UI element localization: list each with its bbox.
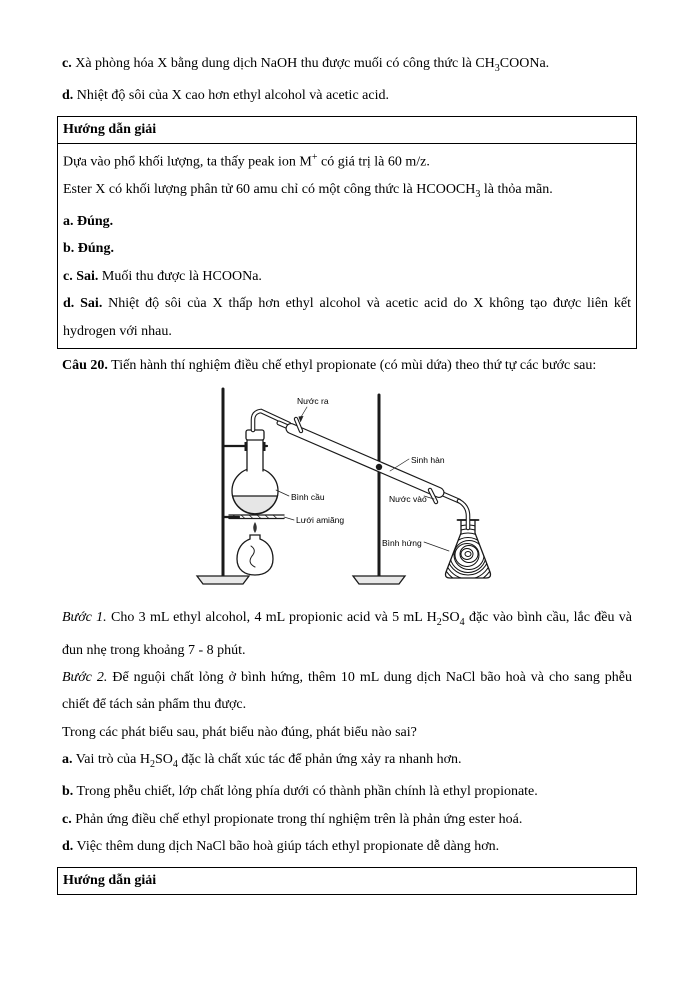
subscript: 3 xyxy=(494,62,500,74)
text: Việc thêm dung dịch NaCl bão hoà giúp tách ethyl propionate dễ dàng hơn. xyxy=(73,839,500,855)
solution-box-content xyxy=(58,144,636,348)
bold-text: d. xyxy=(62,88,74,104)
text: Dựa vào phổ khối lượng, ta thấy peak ion M xyxy=(63,154,312,170)
bold-text: Câu 20. xyxy=(62,357,108,373)
burner-icon xyxy=(237,522,273,575)
subscript: 2 xyxy=(150,758,155,770)
paragraph xyxy=(62,806,632,833)
text: Muối thu được là HCOONa. xyxy=(98,268,262,284)
solution-box-2 xyxy=(57,867,637,895)
text: COONa. xyxy=(499,56,550,71)
paragraph xyxy=(63,263,631,290)
bold-text: b. Đúng. xyxy=(63,241,114,257)
paragraph xyxy=(62,50,632,82)
text: Ester X có khối lượng phân tử 60 amu chỉ có một công thức là HCOOCH xyxy=(63,181,476,197)
paragraph xyxy=(62,604,632,664)
text: SO xyxy=(155,752,173,768)
italic-text: Bước 1. xyxy=(62,610,107,626)
label-receiving-flask: Bình hứng xyxy=(382,538,422,549)
paragraph xyxy=(62,778,632,805)
question-20 xyxy=(62,352,632,379)
apparatus-diagram xyxy=(187,383,507,598)
italic-text: Bước 2. xyxy=(62,669,108,685)
apparatus-svg xyxy=(187,383,507,593)
label-water-in: Nước vào xyxy=(389,494,427,505)
text: đặc vào bình cầu, lắc đều và đun nhẹ trong khoảng 7 - 8 phút. xyxy=(62,610,632,658)
bold-text: c. xyxy=(62,56,72,71)
text: Để nguội chất lỏng ở bình hứng, thêm 10 mL dung dịch NaCl bão hoà và cho sang phễu chiết để tách sản phẩm thu được. xyxy=(62,669,633,713)
text: Xà phòng hóa X bằng dung dịch NaOH thu được muối có công thức là CH xyxy=(71,56,495,71)
flame-icon xyxy=(253,522,257,533)
paragraph xyxy=(63,144,631,176)
text: Nhiệt độ sôi của X cao hơn ethyl alcohol và acetic acid. xyxy=(73,88,389,104)
round-bottom-flask-icon xyxy=(232,430,278,514)
bold-text: c. xyxy=(62,811,72,827)
solution-box-title: Hướng dẫn giải xyxy=(58,117,636,144)
label-water-out: Nước ra xyxy=(297,396,329,407)
paragraph xyxy=(63,235,631,262)
superscript: + xyxy=(311,151,318,163)
steps-and-statements xyxy=(62,604,632,860)
paragraph xyxy=(63,176,631,208)
statement-top xyxy=(62,50,632,110)
text: Phản ứng điều chế ethyl propionate trong thí nghiệm trên là phản ứng ester hoá. xyxy=(71,811,523,827)
bold-text: d. xyxy=(62,839,74,855)
bold-text: b. xyxy=(62,784,74,800)
text: là thỏa mãn. xyxy=(480,181,553,197)
paragraph xyxy=(62,719,632,746)
label-condenser: Sinh hàn xyxy=(411,455,445,466)
subscript: 4 xyxy=(172,758,178,770)
bold-text: d. Sai. xyxy=(63,296,103,312)
text: Trong phễu chiết, lớp chất lỏng phía dưới có thành phần chính là ethyl propionate. xyxy=(73,784,538,800)
condenser-clamp-icon xyxy=(376,464,382,470)
paragraph xyxy=(62,664,632,719)
subscript: 3 xyxy=(475,188,481,200)
bold-text: a. xyxy=(62,752,73,768)
paragraph xyxy=(63,208,631,235)
label-wire-gauze: Lưới amiăng xyxy=(296,515,345,526)
text: SO xyxy=(441,610,460,626)
bold-text: c. Sai. xyxy=(63,268,99,284)
paragraph xyxy=(62,746,632,778)
text: đặc là chất xúc tác để phản ứng xảy ra nhanh hơn. xyxy=(177,752,462,768)
text: Cho 3 mL ethyl alcohol, 4 mL propionic acid và 5 mL H xyxy=(106,610,437,626)
paragraph xyxy=(62,82,632,109)
label-round-flask: Bình cầu xyxy=(291,492,325,503)
solution-box-title: Hướng dẫn giải xyxy=(63,872,157,888)
paragraph xyxy=(62,833,632,860)
text: Trong các phát biểu sau, phát biểu nào đúng, phát biểu nào sai? xyxy=(62,724,417,740)
text: Tiến hành thí nghiệm điều chế ethyl propionate (có mùi dứa) theo thứ tự các bước sau: xyxy=(107,357,597,373)
solution-box-1 xyxy=(57,116,637,349)
text: Nhiệt độ sôi của X thấp hơn ethyl alcohol và acetic acid do X không tạo được liên kết hydrogen với nhau. xyxy=(63,296,631,339)
subscript: 4 xyxy=(459,617,465,629)
text: Vai trò của H xyxy=(72,752,150,768)
paragraph xyxy=(62,352,632,379)
right-stand xyxy=(353,395,405,584)
subscript: 2 xyxy=(436,617,442,629)
text: có giá trị là 60 m/z. xyxy=(317,154,430,170)
bold-text: a. Đúng. xyxy=(63,213,114,229)
paragraph xyxy=(63,290,631,345)
